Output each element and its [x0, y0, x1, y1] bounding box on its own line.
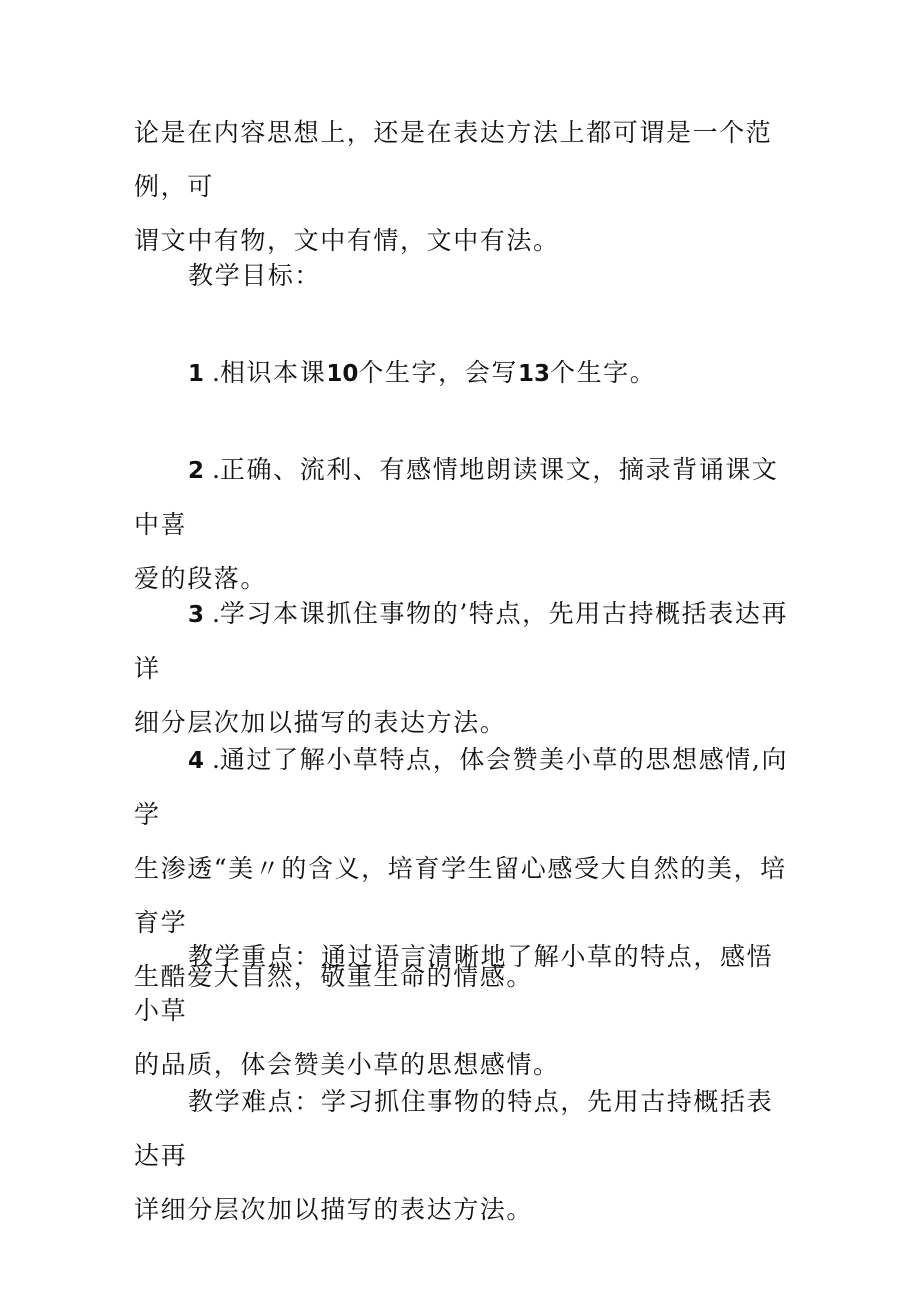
objective-3-text-1: 学习本课抓住事物的’特点，先用古持概括表达再详 [134, 599, 789, 683]
difficult-points-paragraph [134, 1075, 794, 1237]
objectives-heading: 教学目标： [188, 261, 322, 290]
objective-1-text-b: 个生字，会写 [358, 358, 518, 387]
objective-2-line-2: 爱的段落。 [134, 564, 268, 593]
key-points-paragraph [134, 930, 794, 1092]
key-points-line-1: 教学重点：通过语言清晰地了解小草的特点，感悟小草 [134, 942, 774, 1025]
objective-3 [134, 587, 794, 750]
objective-3-separator: . [204, 599, 220, 628]
intro-line-1: 论是在内容思想上，还是在表达方法上都可谓是一个范例，可 [134, 118, 773, 201]
objective-1-separator: . [204, 358, 220, 387]
objective-1-count-read: 10 [326, 361, 359, 387]
objective-3-number: 3 [188, 602, 205, 628]
objective-4-line-1 [134, 733, 794, 842]
objective-1-text-c: 个生字。 [549, 358, 657, 387]
objective-2-separator: . [204, 455, 220, 484]
objective-3-line-2: 细分层次加以描写的表达方法。 [134, 708, 507, 737]
objective-2-number: 2 [188, 458, 205, 484]
difficult-points-line-2: 详细分层次加以描写的表达方法。 [134, 1195, 534, 1224]
objective-4-line-3: 生酷爱大自然，敬重生命的情感。 [134, 962, 534, 991]
objective-2-text-1: 正确、流利、有感情地朗读课文，摘录背诵课文中喜 [134, 455, 779, 539]
difficult-points-line-1: 教学难点：学习抓住事物的特点，先用古持概括表达再 [134, 1087, 774, 1170]
objective-1-count-write: 13 [517, 361, 550, 387]
objective-3-line-1 [134, 587, 794, 696]
intro-line-2: 谓文中有物，文中有情，文中有法。 [134, 226, 560, 255]
objective-4-line-2: 生渗透“美〃的含义，培育学生留心感受大自然的美，培育学 [134, 854, 787, 937]
objective-2 [134, 443, 794, 606]
objective-1-number: 1 [188, 361, 205, 387]
objective-1-text-a: 相识本课 [219, 358, 327, 387]
objective-2-line-1 [134, 443, 794, 552]
objective-1 [134, 346, 794, 401]
objective-4-number: 4 [188, 748, 205, 774]
key-points-line-2: 的品质，体会赞美小草的思想感情。 [134, 1050, 560, 1079]
intro-paragraph [134, 106, 794, 268]
objective-4-separator: . [204, 745, 220, 774]
objective-4-text-1: 通过了解小草特点，体会赞美小草的思想感情,向学 [134, 745, 789, 829]
